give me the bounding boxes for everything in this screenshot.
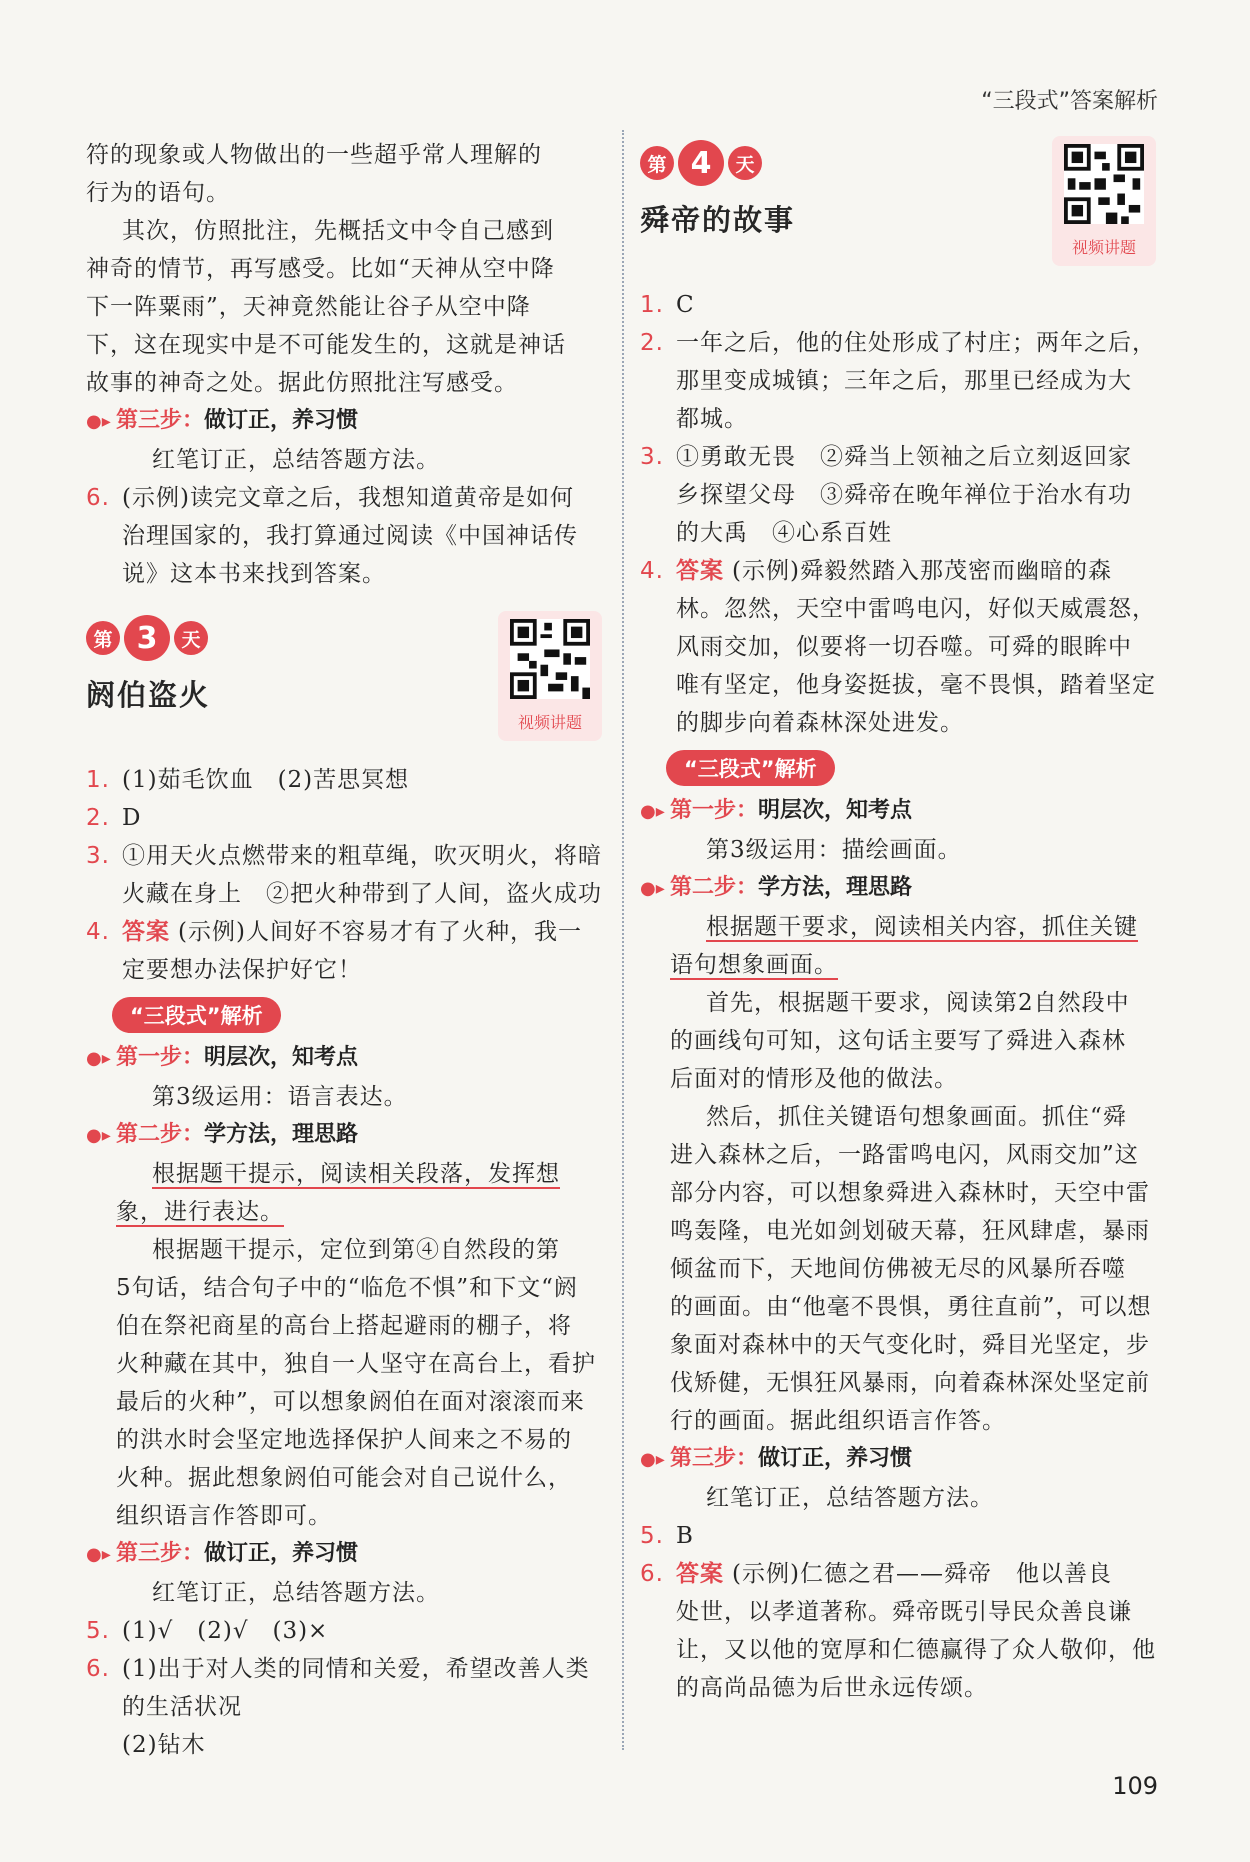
step-text: 红笔订正，总结答题方法。	[706, 1485, 994, 1511]
underlined-text: 根据题干提示，阅读相关段落，发挥想	[152, 1161, 560, 1187]
text-line: 治理国家的，我打算通过阅读《中国神话传	[122, 523, 578, 549]
day-4-header	[640, 136, 1160, 286]
text-line: 倾盆而下，天地间仿佛被无尽的风暴所吞噬	[670, 1256, 1126, 1282]
question-4: 4. 答案 (示例)人间好不容易才有了火种，我一	[86, 919, 582, 945]
step-text: 第3级运用：描绘画面。	[706, 837, 962, 863]
text-line: 定要想办法保护好它！	[122, 957, 362, 983]
text-line: 让，又以他的宽厚和仁德赢得了众人敬仰，他	[676, 1637, 1156, 1663]
text-line: 5句话，结合句子中的“临危不惧”和下文“阏	[116, 1275, 578, 1301]
text-line: 然后，抓住关键语句想象画面。抓住“舜	[706, 1104, 1127, 1130]
text-line: 那里变成城镇；三年之后，那里已经成为大	[676, 368, 1132, 394]
step-two-heading: ●▸ 第二步：学方法，理思路	[86, 1116, 606, 1155]
text-line: 故事的神奇之处。据此仿照批注写感受。	[86, 370, 518, 396]
question-4: 4. 答案 (示例)舜毅然踏入那茂密而幽暗的森	[640, 558, 1112, 584]
underlined-text: 根据题干要求，阅读相关内容，抓住关键	[706, 914, 1138, 940]
text-line: 最后的火种”，可以想象阏伯在面对滚滚而来	[116, 1389, 585, 1415]
step-three-heading: ●▸ 第三步：做订正，养习惯	[640, 1440, 1160, 1479]
question-6: 6. (示例)读完文章之后，我想知道黄帝是如何	[86, 485, 574, 511]
step-arrow-icon: ●▸	[640, 801, 665, 822]
question-5: 5. (1)√ (2)√ (3)×	[86, 1618, 329, 1644]
column-divider	[622, 130, 624, 1750]
step-arrow-icon: ●▸	[86, 1048, 111, 1069]
text-line: 神奇的情节，再写感受。比如“天神从空中降	[86, 256, 555, 282]
video-qr-code[interactable]	[498, 611, 602, 741]
text-line: 首先，根据题干要求，阅读第2自然段中	[706, 990, 1130, 1016]
text-line: 林。忽然，天空中雷鸣电闪，好似天威震怒，	[676, 596, 1156, 622]
step-text: 红笔订正，总结答题方法。	[152, 447, 440, 473]
question-3: 3. ①勇敢无畏 ②舜当上领袖之后立刻返回家	[640, 444, 1132, 470]
text-line: 都城。	[676, 406, 748, 432]
step-arrow-icon: ●▸	[640, 878, 665, 899]
text-line: 行的画面。据此组织语言作答。	[670, 1408, 1006, 1434]
question-3: 3. ①用天火点燃带来的粗草绳，吹灭明火，将暗	[86, 843, 602, 869]
question-5: 5. B	[640, 1523, 694, 1549]
text-line: 的画线句可知，这句话主要写了舜进入森林	[670, 1028, 1126, 1054]
step-arrow-icon: ●▸	[86, 411, 111, 432]
text-line: 唯有坚定，他身姿挺拔，毫不畏惧，踏着坚定	[676, 672, 1156, 698]
text-line: 的脚步向着森林深处进发。	[676, 710, 964, 736]
text-line: 后面对的情形及他的做法。	[670, 1066, 958, 1092]
text-line: 的大禹 ④心系百姓	[676, 520, 892, 546]
text-line: 的高尚品德为后世永远传颂。	[676, 1675, 988, 1701]
day-badge: 第 3 天	[86, 611, 606, 661]
text-line: 风雨交加，似要将一切吞噬。可舜的眼眸中	[676, 634, 1132, 660]
step-arrow-icon: ●▸	[86, 1544, 111, 1565]
qr-label: 视频讲题	[517, 713, 582, 732]
step-one-heading: ●▸ 第一步：明层次，知考点	[86, 1039, 606, 1078]
text-line: 下，这在现实中是不可能发生的，这就是神话	[86, 332, 566, 358]
text-line: 伯在祭祀商星的高台上搭起避雨的棚子，将	[116, 1313, 572, 1339]
left-column	[86, 136, 606, 1764]
step-one-heading: ●▸ 第一步：明层次，知考点	[640, 792, 1160, 831]
question-2: 2. D	[86, 805, 142, 831]
day-title: 舜帝的故事	[640, 203, 796, 237]
qr-code-icon	[510, 619, 590, 699]
analysis-pill: “三段式”解析	[666, 750, 835, 786]
page-number: 109	[1112, 1772, 1158, 1800]
day-3-header	[86, 611, 606, 761]
text-line: 根据题干提示，定位到第④自然段的第	[152, 1237, 560, 1263]
text-line: 的画面。由“他毫不畏惧，勇往直前”，可以想	[670, 1294, 1152, 1320]
text-line: 处世，以孝道著称。舜帝既引导民众善良谦	[676, 1599, 1132, 1625]
step-two-heading: ●▸ 第二步：学方法，理思路	[640, 869, 1160, 908]
text-line: 符的现象或人物做出的一些超乎常人理解的	[86, 142, 542, 168]
text-line: 伐矫健，无惧狂风暴雨，向着森林深处坚定前	[670, 1370, 1150, 1396]
underlined-text: 语句想象画面。	[670, 952, 838, 978]
text-line: 其次，仿照批注，先概括文中令自己感到	[122, 218, 554, 244]
day-title: 阏伯盗火	[86, 678, 211, 712]
text-line: 火种藏在其中，独自一人坚守在高台上，看护	[116, 1351, 596, 1377]
qr-code-icon	[1064, 144, 1144, 224]
text-line: 的生活状况	[122, 1694, 242, 1720]
right-column	[640, 136, 1160, 1707]
day-badge: 第 4 天	[640, 136, 1160, 186]
text-line: 说》这本书来找到答案。	[122, 561, 386, 587]
video-qr-code[interactable]	[1052, 136, 1156, 266]
text-line: 象面对森林中的天气变化时，舜目光坚定，步	[670, 1332, 1150, 1358]
step-text: 第3级运用：语言表达。	[152, 1084, 408, 1110]
text-line: 部分内容，可以想象舜进入森林时，天空中雷	[670, 1180, 1150, 1206]
text-line: (2)钻木	[122, 1732, 206, 1758]
text-line: 组织语言作答即可。	[116, 1503, 332, 1529]
text-line: 的洪水时会坚定地选择保护人间来之不易的	[116, 1427, 572, 1453]
question-6: 6. 答案 (示例)仁德之君——舜帝 他以善良	[640, 1561, 1112, 1587]
text-line: 火种。据此想象阏伯可能会对自己说什么，	[116, 1465, 572, 1491]
step-arrow-icon: ●▸	[86, 1125, 111, 1146]
text-line: 进入森林之后，一路雷鸣电闪，风雨交加”这	[670, 1142, 1139, 1168]
qr-label: 视频讲题	[1071, 238, 1136, 257]
text-line: 下一阵粟雨”，天神竟然能让谷子从空中降	[86, 294, 531, 320]
step-arrow-icon: ●▸	[640, 1449, 665, 1470]
step-three-heading: ●▸ 第三步：做订正，养习惯	[86, 402, 606, 441]
text-line: 行为的语句。	[86, 180, 230, 206]
question-1: 1. (1)茹毛饮血 (2)苦思冥想	[86, 767, 410, 793]
step-three-heading: ●▸ 第三步：做订正，养习惯	[86, 1535, 606, 1574]
text-line: 鸣轰隆，电光如剑划破天幕，狂风肆虐，暴雨	[670, 1218, 1150, 1244]
text-line: 乡探望父母 ③舜帝在晚年禅位于治水有功	[676, 482, 1132, 508]
running-header: “三段式”答案解析	[981, 89, 1158, 114]
text-line: 火藏在身上 ②把火种带到了人间，盗火成功	[122, 881, 602, 907]
underlined-text: 象，进行表达。	[116, 1199, 284, 1225]
question-2: 2. 一年之后，他的住处形成了村庄；两年之后，	[640, 330, 1156, 356]
step-text: 红笔订正，总结答题方法。	[152, 1580, 440, 1606]
question-1: 1. C	[640, 292, 695, 318]
question-6: 6. (1)出于对人类的同情和关爱，希望改善人类	[86, 1656, 590, 1682]
analysis-pill: “三段式”解析	[112, 997, 281, 1033]
